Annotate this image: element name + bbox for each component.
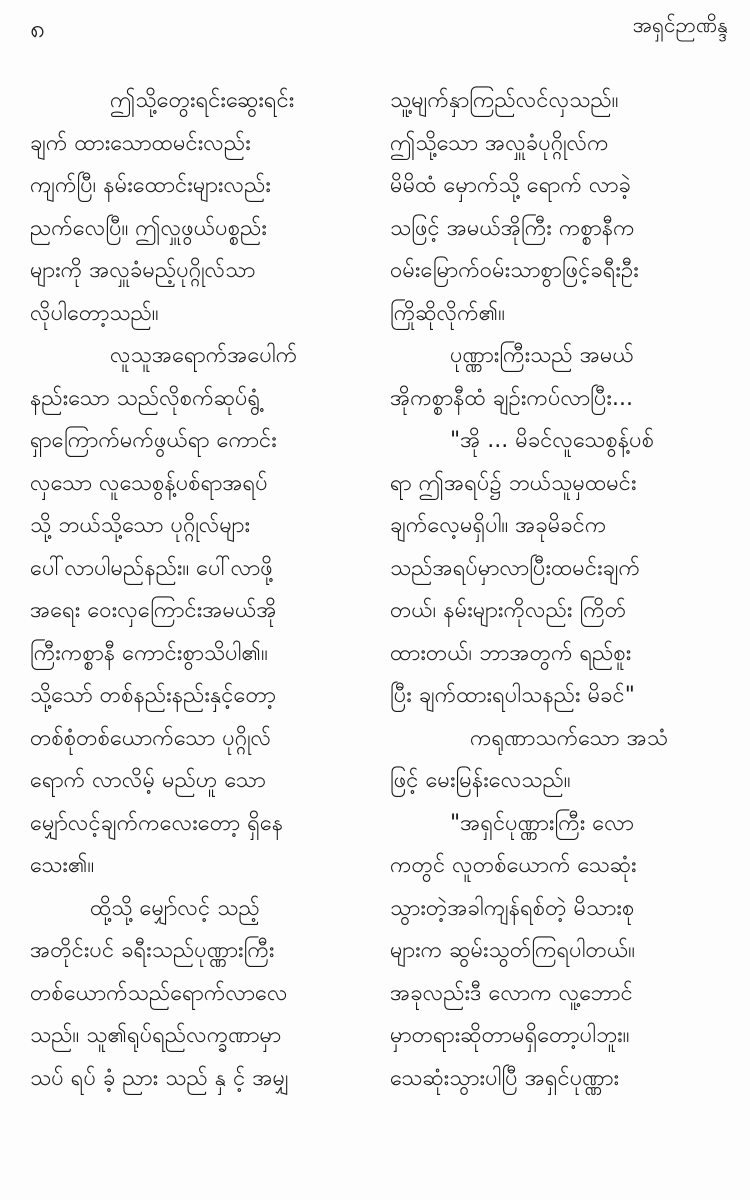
text-line: ရောက် လာလိမ့် မည်ဟူ သော [30,768,266,793]
text-line: တစ်စုံတစ်ယောက်သော ပုဂ္ဂိုလ် [30,725,272,751]
text-line: ကျက်ပြီ၊ နမ်းထောင်းများလည်း [30,173,272,198]
text-line: သပ် ရပ် ခံ့ ညား သည် နှ င့် အမျှ [30,1065,290,1091]
text-line: မျှော်လင့်ချက်ကလေးတော့ ရှိနေ [30,810,284,836]
text-line: အိုကစ္စာနီထံ ချဉ်းကပ်လာပြီး... [390,385,633,411]
text-line: များက ဆွမ်းသွတ်ကြရပါတယ်။ [390,938,635,963]
text-line: ဤသို့တွေးရင်းဆွေးရင်း [110,88,295,113]
text-line: သူ့မျက်နှာကြည်လင်လှသည်။ [390,88,619,113]
text-line: လူသူအရောက်အပေါက် [110,343,298,368]
text-line: လှသော လူသေစွန့်ပစ်ရာအရပ် [30,470,268,496]
text-line: များကို အလှူခံမည့်ပုဂ္ဂိုလ်သာ [30,258,256,283]
page-number: ၈ [30,14,45,44]
text-line: သေဆုံးသွားပါပြီ အရှင်ပုဏ္ဏား [390,1065,620,1091]
text-line: မှာတရားဆိုတာမရှိတော့ပါဘူး။ [390,1023,630,1048]
text-line: တစ်ယောက်သည်ရောက်လာလေ [30,980,288,1006]
text-line: ဖြင့် မေးမြန်းလေသည်။ [390,768,571,793]
text-line: သေး၏။ [30,853,95,878]
text-line: ပေါ်လာပါမည်နည်း။ ပေါ်လာဖို့ [30,555,273,581]
text-line: ဤသို့သော အလှူခံပုဂ္ဂိုလ်က [390,130,609,156]
text-line: အရေး ဝေးလှကြောင်းအမယ်အို [30,598,277,623]
text-line: ကရုဏာသက်သော အသံ [470,725,669,751]
text-line: ဝမ်းမြောက်ဝမ်းသာစွာဖြင့်ခရီးဦး [390,258,639,283]
text-line: သဖြင့် အမယ်အိုကြီး ကစ္စာနီက [390,215,635,241]
text-line: ကတွင် လူတစ်ယောက် သေဆုံး [390,853,637,878]
text-line: တယ်၊ နမ်းများကိုလည်း ကြိတ် [390,598,627,623]
text-line: မိမိထံ မှောက်သို့ ရောက် လာခဲ့ [390,173,631,198]
text-line: ညက်လေပြီ။ ဤလှူဖွယ်ပစ္စည်း [30,215,267,241]
text-line: ရှာကြောက်မက်ဖွယ်ရာ ကောင်း [30,428,277,453]
running-head: အရှင်ဉာဏိန္ဒ [632,13,728,37]
text-line: သို့ ဘယ်သို့သော ပုဂ္ဂိုလ်များ [30,513,251,538]
text-line: သွားတဲ့အခါကျန်ရစ်တဲ့ မိသားစု [390,895,635,921]
text-line: "အရှင်ပုဏ္ဏားကြီး လော [450,810,634,836]
text-line: လိုပါတော့သည်။ [30,300,159,326]
text-line: ထားတယ်၊ ဘာအတွက် ရည်စူး [390,640,632,666]
text-line: ရာ ဤအရပ်၌ ဘယ်သူမှထမင်း [390,470,637,496]
text-line: အခုလည်းဒီ လောက လူ့ဘောင် [390,980,633,1006]
text-line: "အို ... မိခင်လူသေစွန့်ပစ် [450,428,655,453]
text-line: ချက် ထားသောထမင်းလည်း [30,130,251,156]
text-line: အတိုင်းပင် ခရီးသည်ပုဏ္ဏားကြီး [30,938,275,963]
right-column [390,80,720,1100]
text-line: ပြီး ချက်ထားရပါသနည်း မိခင်" [390,683,635,708]
text-line: သည်အရပ်မှာလာပြီးထမင်းချက် [390,555,641,581]
text-line: ကြိုဆိုလိုက်၏။ [390,300,505,326]
text-line: သည်။ သူ၏ရုပ်ရည်လက္ခဏာမှာ [30,1023,282,1048]
left-column [30,80,360,1100]
text-line: ပုဏ္ဏားကြီးသည် အမယ် [450,343,634,368]
text-line: နည်းသော သည်လိုစက်ဆုပ်ရွံ့ [30,385,261,411]
text-line: သို့သော် တစ်နည်းနည်းနှင့်တော့ [30,683,276,708]
text-line: ချက်လေ့မရှိပါ။ အခုမိခင်က [390,513,607,538]
text-line: ကြီးကစ္စာနီ ကောင်းစွာသိပါ၏။ [30,640,268,666]
text-line: ထို့သို့ မျှော်လင့် သည့် [90,895,260,921]
